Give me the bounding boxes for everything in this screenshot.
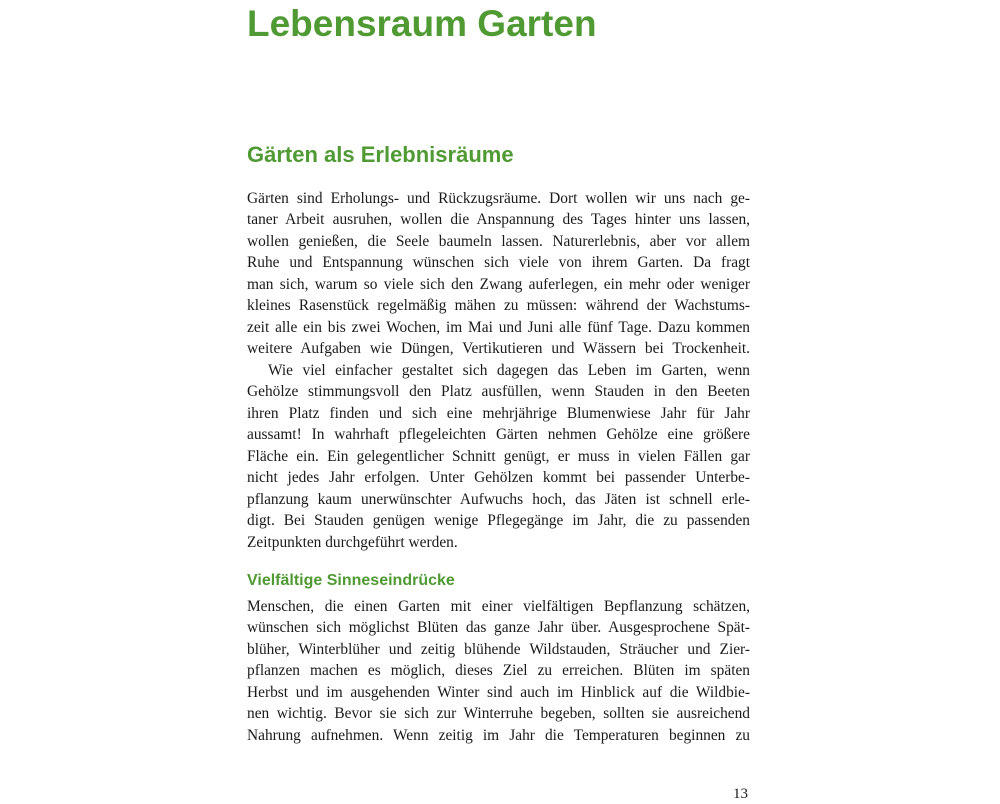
text-line: Ruhe und Entspannung wünschen sich viele von ihrem Garten. Da fragt [247, 254, 750, 272]
page-number: 13 [733, 786, 748, 802]
section-title: Gärten als Erlebnisräume [247, 142, 514, 167]
text-line: Fläche ein. Ein gelegentlicher Schnitt genügt, er muss in vielen Fällen gar [247, 447, 750, 465]
text-line: pflanzung kaum unerwünschter Aufwuchs hoch, das Jäten ist schnell erle- [247, 490, 750, 508]
text-line: nen wichtig. Bevor sie sich zur Winterruhe begeben, sollten sie ausreichend [247, 705, 750, 723]
paragraph-2 [247, 360, 750, 553]
subsection-title: Vielfältige Sinneseindrücke [247, 572, 455, 589]
paragraph-1 [247, 188, 750, 360]
chapter-title: Lebensraum Garten [247, 3, 597, 44]
text-line: Menschen, die einen Garten mit einer vielfältigen Bepflanzung schätzen, [247, 598, 750, 615]
text-line: nicht jedes Jahr erfolgen. Unter Gehölzen kommt bei passender Unterbe- [247, 469, 750, 487]
text-line: aussamt! In wahrhaft pflegeleichten Gärten nehmen Gehölze eine größere [247, 426, 750, 444]
text-line: weitere Aufgaben wie Düngen, Vertikutieren und Wässern bei Trockenheit. [247, 340, 750, 358]
text-line: Zeitpunkten durchgeführt werden. [247, 533, 458, 551]
text-line: Gehölze stimmungsvoll den Platz ausfüllen, wenn Stauden in den Beeten [247, 383, 750, 401]
text-line: zeit alle ein bis zwei Wochen, im Mai und Juni alle fünf Tage. Dazu kommen [247, 318, 750, 336]
text-line: wollen genießen, die Seele baumeln lassen. Naturerlebnis, aber vor allem [247, 232, 750, 250]
text-line: wünschen sich möglichst Blüten das ganze Jahr über. Ausgesprochene Spät- [247, 619, 750, 637]
text-line: Herbst und im ausgehenden Winter sind auch im Hinblick auf die Wildbie- [247, 683, 750, 701]
paragraph-3 [247, 596, 750, 746]
text-line: blüher, Winterblüher und zeitig blühende Wildstauden, Sträucher und Zier- [247, 640, 750, 658]
text-line: ihren Platz finden und sich eine mehrjährige Blumenwiese Jahr für Jahr [247, 404, 750, 422]
text-line: kleines Rasenstück regelmäßig mähen zu müssen: während der Wachstums- [247, 297, 750, 315]
text-line: Nahrung aufnehmen. Wenn zeitig im Jahr die Temperaturen beginnen zu [247, 726, 750, 744]
text-line: pflanzen machen es möglich, dieses Ziel zu erreichen. Blüten im späten [247, 662, 750, 680]
text-line: taner Arbeit ausruhen, wollen die Anspannung des Tages hinter uns lassen, [247, 211, 750, 229]
text-line: Gärten sind Erholungs- und Rückzugsräume. Dort wollen wir uns nach ge- [247, 190, 750, 207]
text-line: man sich, warum so viele sich den Zwang auferlegen, ein mehr oder weniger [247, 275, 750, 293]
text-line: Wie viel einfacher gestaltet sich dagegen das Leben im Garten, wenn [268, 362, 750, 379]
text-line: digt. Bei Stauden genügen wenige Pflegegänge im Jahr, die zu passenden [247, 512, 750, 530]
